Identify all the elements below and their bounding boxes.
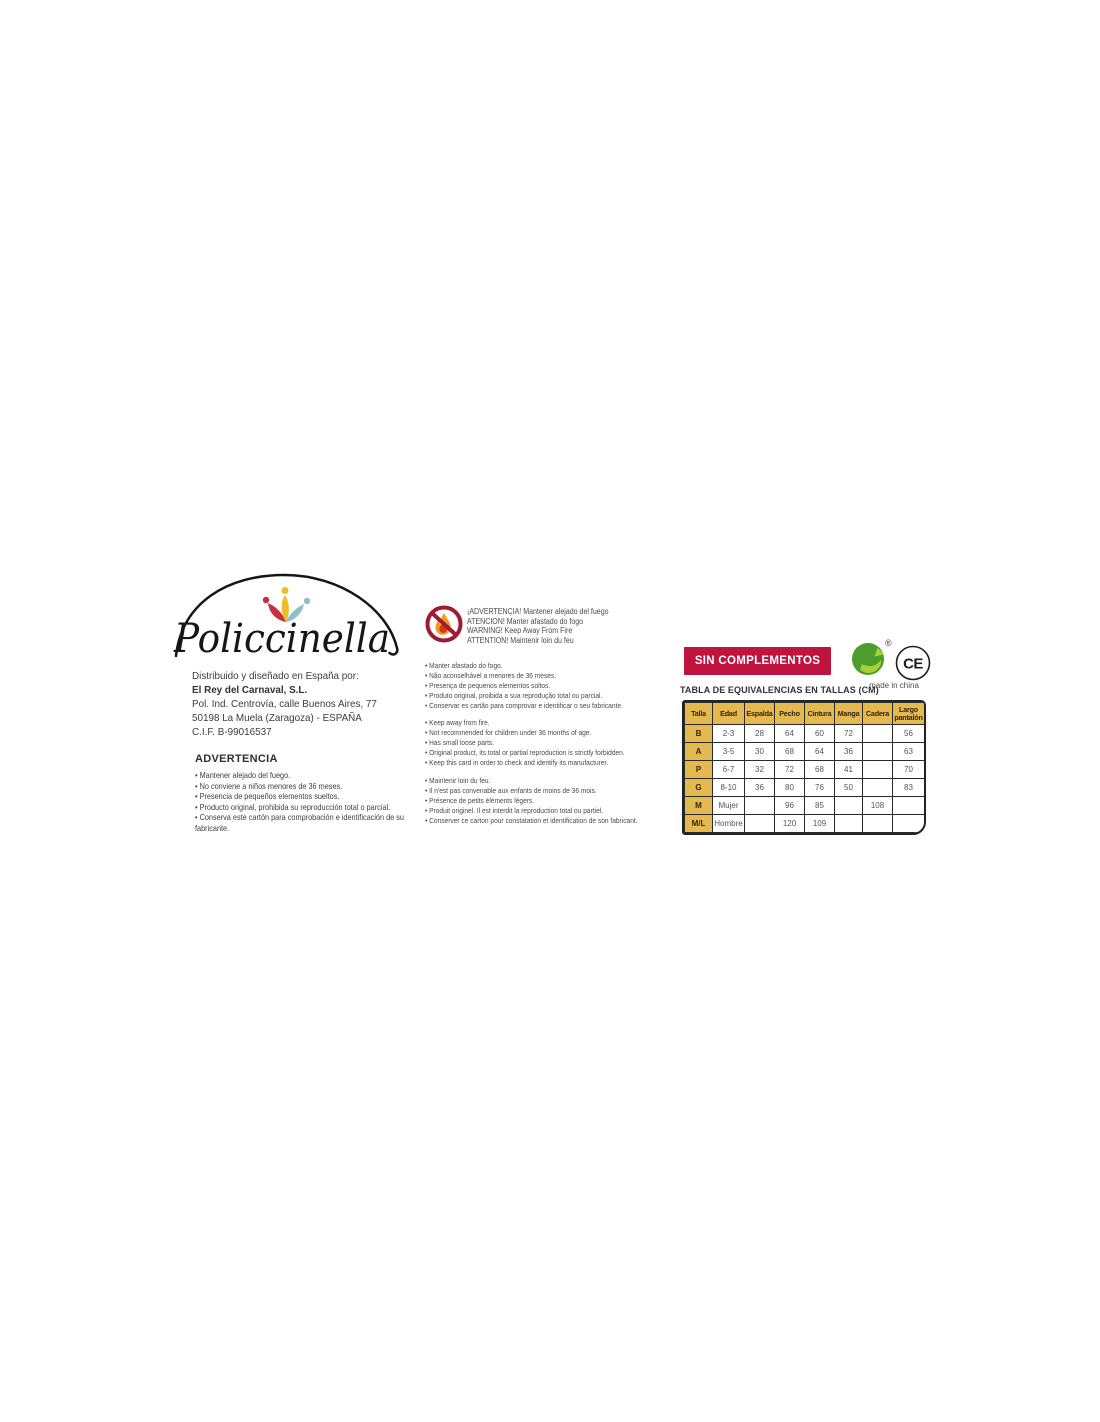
- column-header: Pecho: [775, 703, 805, 725]
- size-table-title: TABLA DE EQUIVALENCIAS EN TALLAS (CM): [680, 685, 879, 695]
- table-cell: 3-5: [713, 743, 745, 761]
- table-cell: 50: [835, 779, 863, 797]
- list-item: • Mantener alejado del fuego.: [195, 770, 291, 780]
- table-cell: 6-7: [713, 761, 745, 779]
- list-item: ¡ADVERTENCIA! Mantener alejado del fuego: [467, 607, 609, 616]
- ce-letters: CE: [903, 655, 923, 673]
- list-item: • Il n'est pas convenable aux enfants de moins de 36 mois.: [425, 786, 597, 795]
- made-in-china-label: made in china: [869, 681, 919, 690]
- size-cell: P: [685, 761, 713, 779]
- list-item: ATENCION! Manter afastado do fogo: [467, 616, 584, 626]
- table-cell: 56: [893, 725, 925, 743]
- warning-list-fr: [425, 776, 677, 826]
- table-cell: [835, 815, 863, 833]
- size-cell: M: [685, 797, 713, 815]
- warning-list-pt: [425, 661, 677, 711]
- list-item: • Presencia de pequeños elementos sueltos.: [195, 791, 340, 801]
- ce-mark-icon: [895, 645, 931, 681]
- table-cell: 63: [893, 743, 925, 761]
- table-cell: [835, 797, 863, 815]
- table-cell: 120: [775, 815, 805, 833]
- column-header: Cintura: [805, 703, 835, 725]
- table-cell: 80: [775, 779, 805, 797]
- size-table: [682, 700, 926, 835]
- table-cell: 96: [775, 797, 805, 815]
- list-item: • Original product, its total or partial reproduction is strictly forbidden.: [425, 748, 625, 757]
- list-item: • Présence de petits éléments légers.: [425, 796, 535, 805]
- table-cell: 30: [745, 743, 775, 761]
- column-header: Edad: [713, 703, 745, 725]
- table-row: [685, 725, 925, 743]
- list-item: • Maintenir loin du feu.: [425, 776, 491, 785]
- brand-logo: [168, 570, 408, 665]
- table-cell: 83: [893, 779, 925, 797]
- table-cell: Mujer: [713, 797, 745, 815]
- table-cell: 76: [805, 779, 835, 797]
- sin-complementos-badge: SIN COMPLEMENTOS: [684, 647, 831, 675]
- list-item: • Not recommended for children under 36 months of age.: [425, 728, 592, 737]
- list-item: • Presença de pequenos elementos soltos.: [425, 681, 551, 690]
- table-cell: Hombre: [713, 815, 745, 833]
- list-item: • Has small loose parts.: [425, 738, 495, 747]
- advertencia-title: ADVERTENCIA: [195, 753, 278, 765]
- registered-trademark: ®: [885, 638, 892, 648]
- table-row: [685, 779, 925, 797]
- table-cell: 108: [863, 797, 893, 815]
- distributor-name: El Rey del Carnaval, S.L.: [192, 684, 308, 696]
- table-cell: 64: [775, 725, 805, 743]
- list-item: • Produto original, proibida a sua reprodução total ou parcial.: [425, 691, 603, 700]
- list-item: • Produit originel. Il est interdit la reproduction total ou partiel.: [425, 806, 604, 815]
- size-cell: M/L: [685, 815, 713, 833]
- table-cell: 36: [745, 779, 775, 797]
- size-table-head: [685, 703, 925, 725]
- distributor-intro: Distribuido y diseñado en España por:: [192, 670, 359, 682]
- column-header: Talla: [685, 703, 713, 725]
- warning-list-en: [425, 718, 677, 768]
- table-cell: 8-10: [713, 779, 745, 797]
- table-cell: 2-3: [713, 725, 745, 743]
- table-cell: 32: [745, 761, 775, 779]
- list-item: ATTENTION! Maintenir loin du feu: [467, 635, 574, 645]
- table-cell: 64: [805, 743, 835, 761]
- list-item: • Keep away from fire.: [425, 718, 490, 727]
- size-cell: G: [685, 779, 713, 797]
- table-cell: [863, 761, 893, 779]
- table-cell: 28: [745, 725, 775, 743]
- table-row: [685, 743, 925, 761]
- distributor-address1: Pol. Ind. Centrovía, calle Buenos Aires, 77: [192, 698, 377, 710]
- distributor-address2: 50198 La Muela (Zaragoza) - ESPAÑA: [192, 712, 362, 724]
- table-cell: 36: [835, 743, 863, 761]
- fire-warning-lines: [467, 607, 647, 645]
- logo-wordmark: Policcinella: [173, 616, 390, 662]
- table-cell: [893, 797, 925, 815]
- table-row: [685, 761, 925, 779]
- table-cell: 68: [775, 743, 805, 761]
- table-cell: [893, 815, 925, 833]
- size-cell: A: [685, 743, 713, 761]
- table-cell: 60: [805, 725, 835, 743]
- table-cell: [863, 815, 893, 833]
- table-cell: 85: [805, 797, 835, 815]
- table-cell: 72: [835, 725, 863, 743]
- table-row: [685, 797, 925, 815]
- list-item: • No conviene a niños menores de 36 meses.: [195, 780, 343, 791]
- green-dot-recycling-icon: [851, 642, 885, 676]
- distributor-cif: C.I.F. B-99016537: [192, 726, 272, 738]
- table-cell: 41: [835, 761, 863, 779]
- distributor-info: [192, 669, 422, 739]
- table-cell: 72: [775, 761, 805, 779]
- table-cell: [863, 779, 893, 797]
- warning-list-es: [195, 770, 434, 833]
- list-item: • Keep this card in order to check and identify its manufacturer.: [425, 758, 609, 767]
- table-cell: [745, 815, 775, 833]
- list-item: • Manter afastado do fogo.: [425, 661, 503, 670]
- table-cell: [863, 725, 893, 743]
- table-header-row: [685, 703, 925, 725]
- column-header: Manga: [835, 703, 863, 725]
- size-table-body: [685, 725, 925, 833]
- table-row: [685, 815, 925, 833]
- size-cell: B: [685, 725, 713, 743]
- list-item: • Não aconselhável a menores de 36 meses.: [425, 671, 557, 680]
- table-cell: [863, 743, 893, 761]
- list-item: • Conserver ce carton pour constatation et identification de son fabricant.: [425, 816, 638, 825]
- list-item: • Conserva este cartón para comprobación e identificación de su fabricante.: [195, 812, 404, 833]
- size-equivalence-table: [684, 702, 925, 833]
- table-cell: 109: [805, 815, 835, 833]
- list-item: • Conservar es cartão para comprovar e identificar o seu fabricante.: [425, 701, 623, 710]
- column-header: Largo pantalón: [893, 703, 925, 725]
- table-cell: 70: [893, 761, 925, 779]
- table-cell: 68: [805, 761, 835, 779]
- table-cell: [745, 797, 775, 815]
- column-header: Cadera: [863, 703, 893, 725]
- no-fire-icon: [424, 604, 464, 644]
- list-item: WARNING! Keep Away From Fire: [467, 626, 573, 636]
- column-header: Espalda: [745, 703, 775, 725]
- list-item: • Producto original, prohibida su reproducción total o parcial.: [195, 801, 391, 812]
